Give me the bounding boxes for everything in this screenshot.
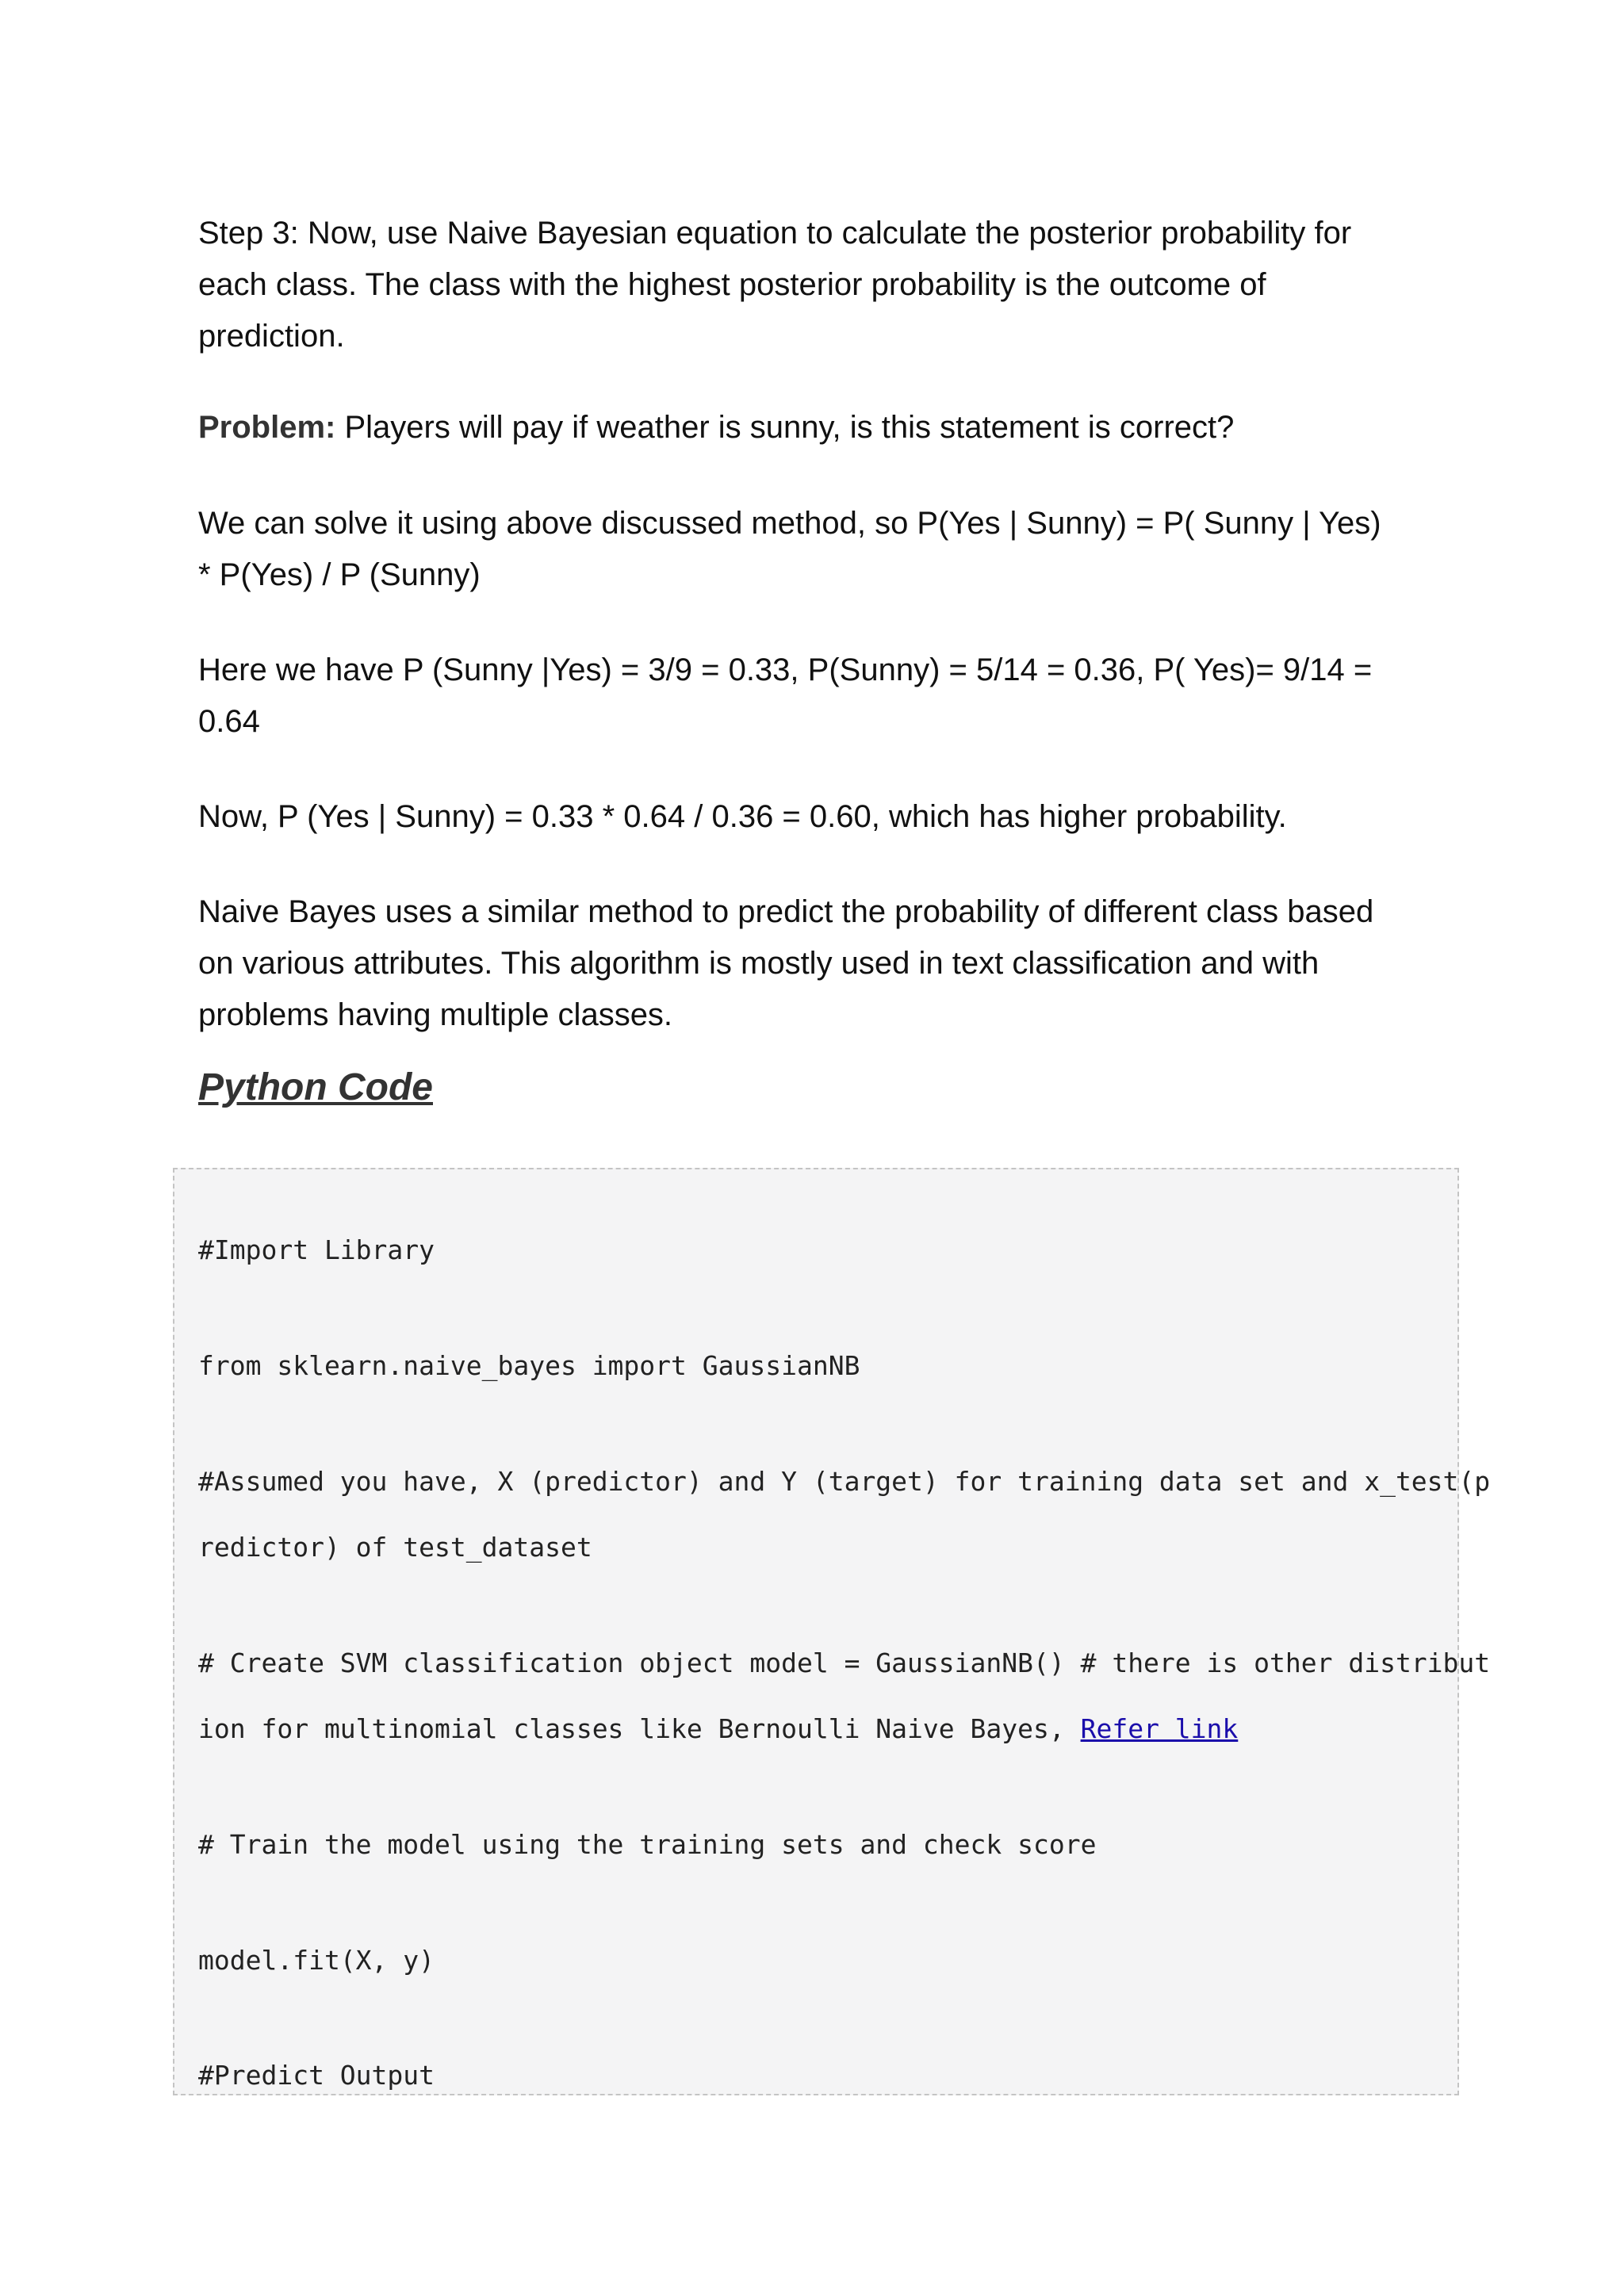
values-line-1: Here we have P (Sunny |Yes) = 3/9 = 0.33, P(Sunny) = 5/14 = 0.36, P( Yes)= 9/14 = bbox=[198, 652, 1373, 687]
code-line-6-text: ion for multinomial classes like Bernoulli Naive Bayes, bbox=[198, 1713, 1081, 1744]
values-paragraph bbox=[198, 645, 1435, 748]
naive-line-1: Naive Bayes uses a similar method to predict the probability of different class based bbox=[198, 894, 1374, 929]
step3-paragraph bbox=[198, 208, 1435, 362]
solve-line-1: We can solve it using above discussed method, so P(Yes | Sunny) = P( Sunny | Yes) bbox=[198, 506, 1381, 541]
step3-line-3: prediction. bbox=[198, 319, 345, 354]
naive-line-3: problems having multiple classes. bbox=[198, 997, 673, 1032]
code-line-2: from sklearn.naive_bayes import GaussianNB bbox=[198, 1350, 860, 1381]
step3-line-2: each class. The class with the highest posterior probability is the outcome of bbox=[198, 267, 1266, 302]
step3-line-1: Step 3: Now, use Naive Bayesian equation to calculate the posterior probability for bbox=[198, 216, 1352, 251]
naive-line-2: on various attributes. This algorithm is mostly used in text classification and with bbox=[198, 946, 1320, 981]
problem-label: Problem: bbox=[198, 410, 336, 445]
problem-text: Players will pay if weather is sunny, is this statement is correct? bbox=[335, 410, 1235, 445]
solve-line-2: * P(Yes) / P (Sunny) bbox=[198, 557, 481, 592]
code-line-3: #Assumed you have, X (predictor) and Y (target) for training data set and x_test(p bbox=[198, 1466, 1491, 1497]
values-line-2: 0.64 bbox=[198, 704, 260, 739]
naive-bayes-paragraph bbox=[198, 886, 1435, 1041]
code-line-8: model.fit(X, y) bbox=[198, 1945, 435, 1976]
code-line-6 bbox=[198, 1713, 1443, 1745]
refer-link[interactable]: Refer link bbox=[1080, 1713, 1239, 1744]
code-line-7: # Train the model using the training sets and check score bbox=[198, 1829, 1097, 1860]
problem-paragraph bbox=[198, 402, 1435, 453]
code-line-1: #Import Library bbox=[198, 1234, 435, 1265]
result-line-1: Now, P (Yes | Sunny) = 0.33 * 0.64 / 0.36 = 0.60, which has higher probability. bbox=[198, 799, 1287, 834]
code-line-4: redictor) of test_dataset bbox=[198, 1532, 592, 1563]
code-line-5: # Create SVM classification object model = GaussianNB() # there is other distribut bbox=[198, 1647, 1491, 1678]
solve-paragraph bbox=[198, 498, 1435, 601]
code-line-9: #Predict Output bbox=[198, 2060, 435, 2091]
result-paragraph bbox=[198, 791, 1435, 843]
code-block bbox=[173, 1168, 1491, 2095]
python-code-heading: Python Code bbox=[198, 1066, 433, 1108]
